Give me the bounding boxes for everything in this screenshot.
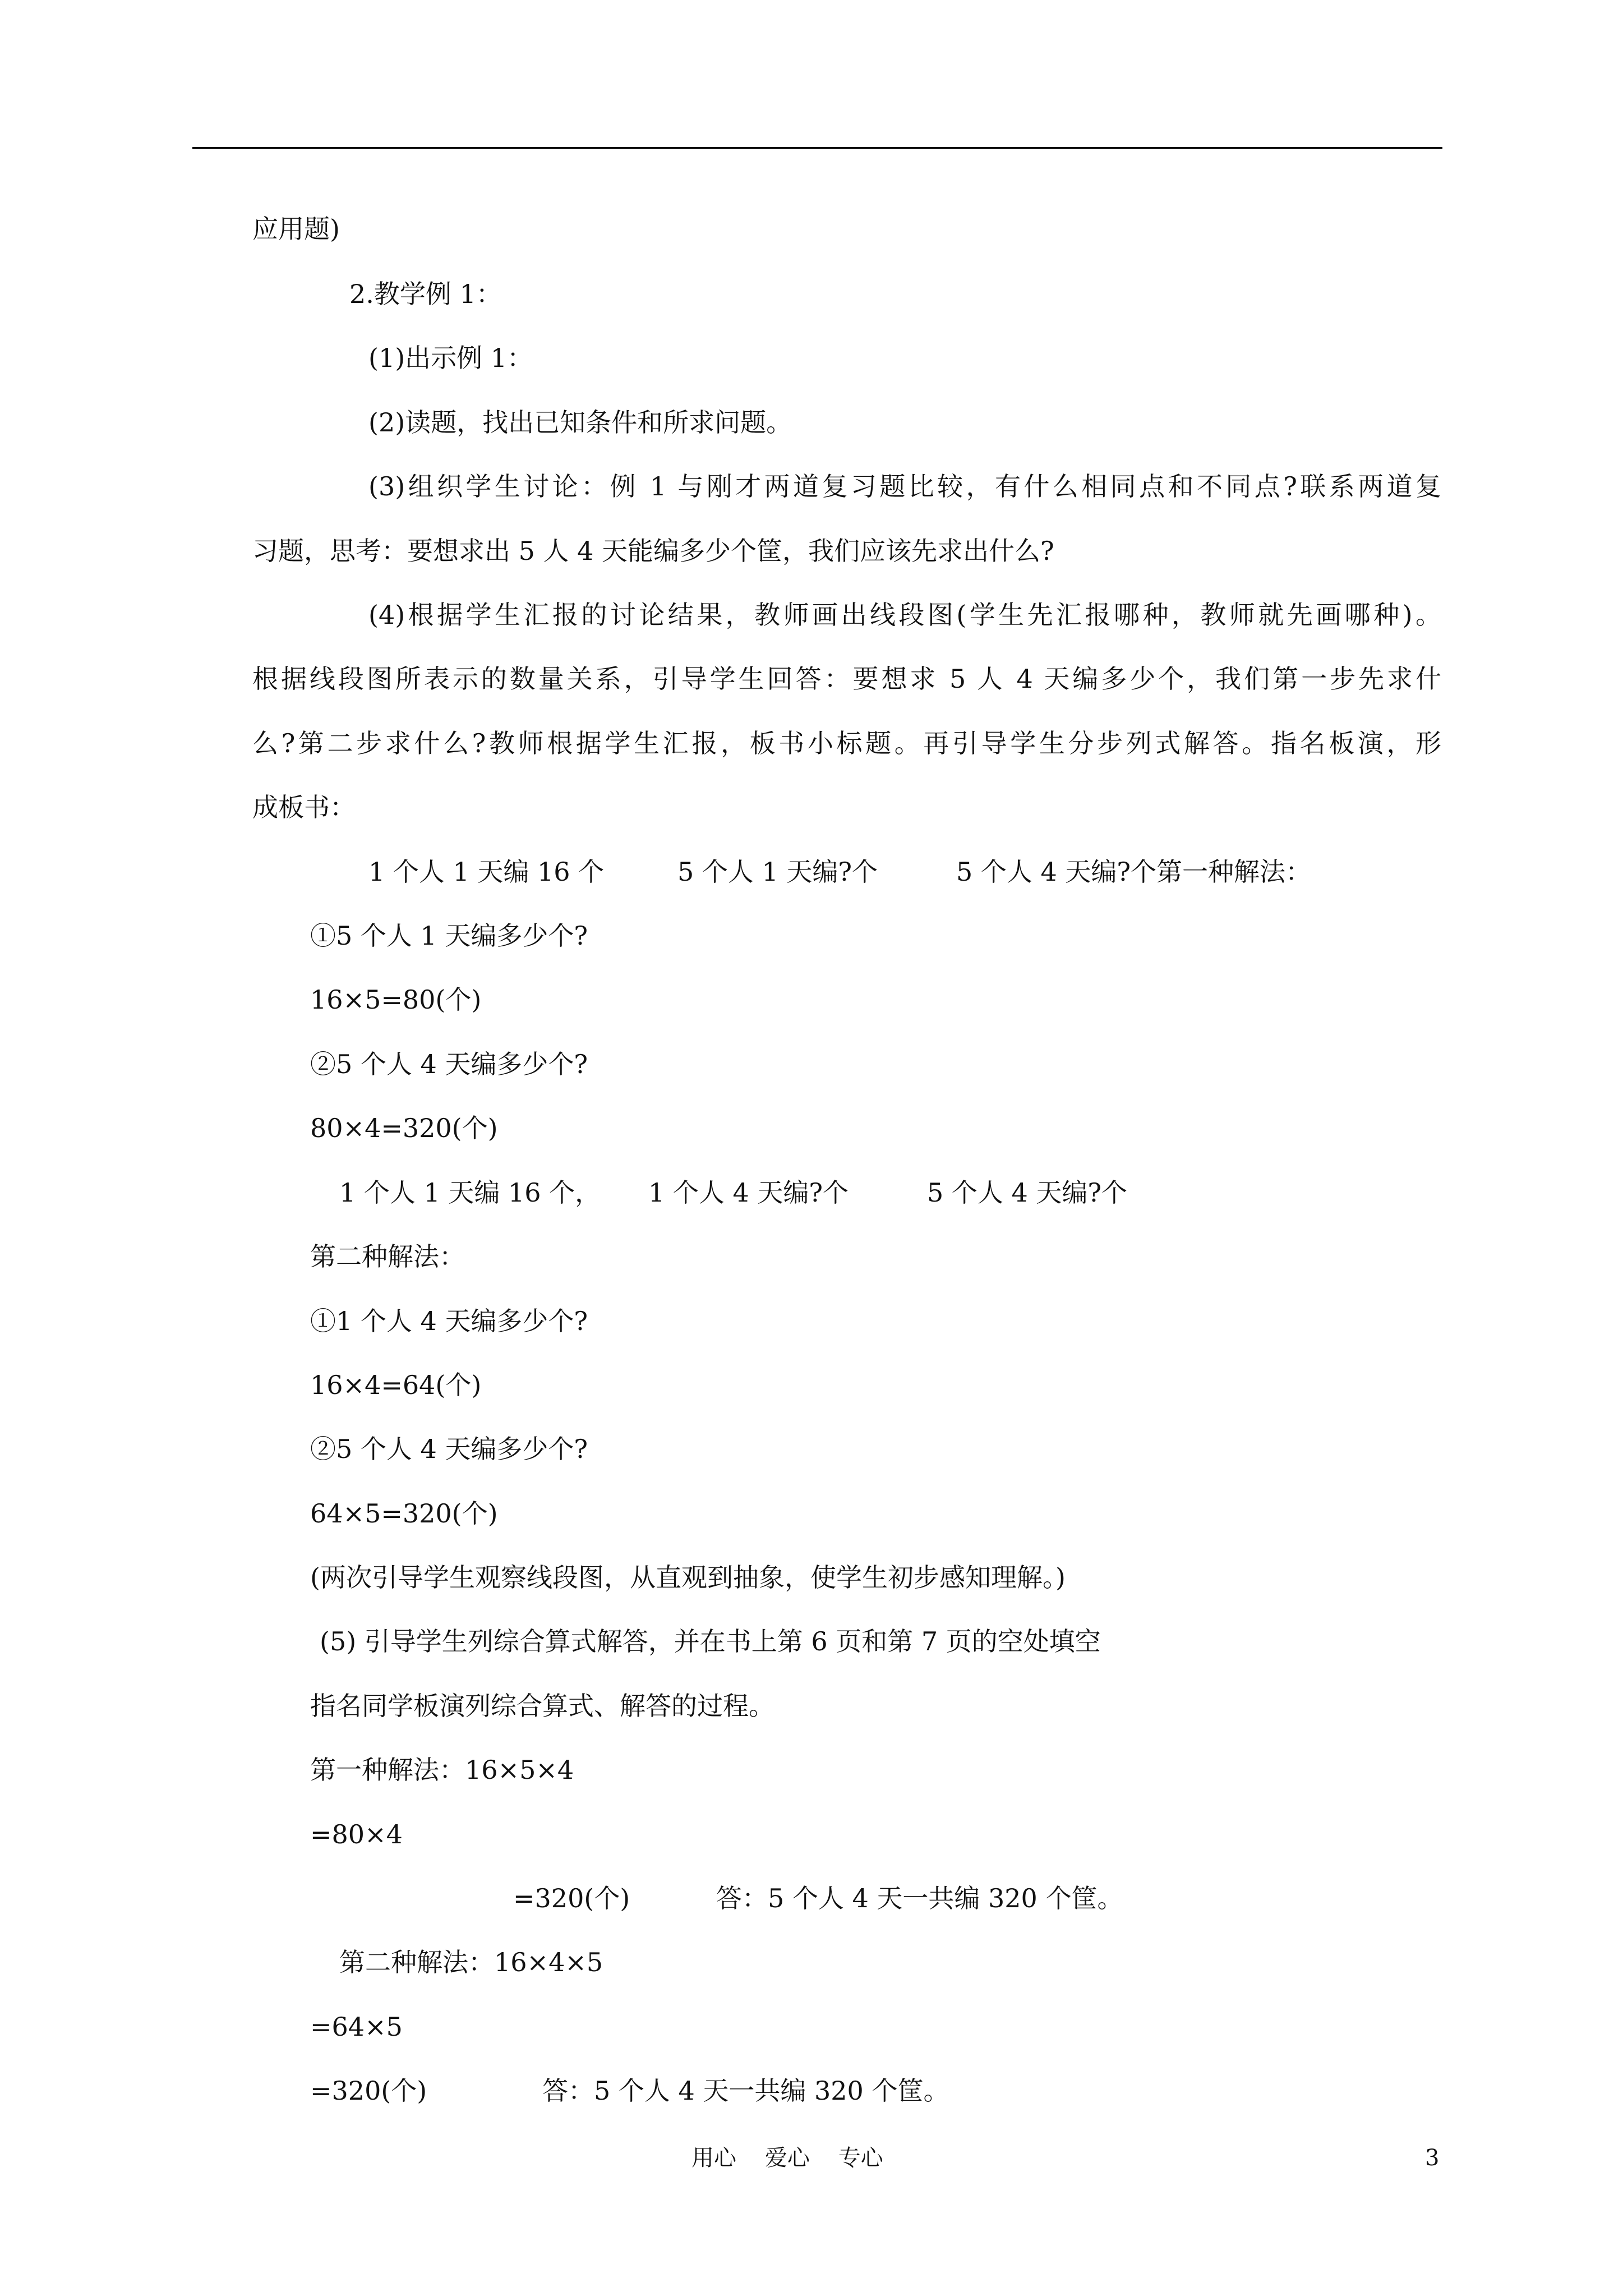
equation: 64×5=320(个)	[310, 1498, 498, 1529]
board-label-3: 5 个人 4 天编?个第一种解法：	[956, 857, 1312, 887]
step-question: ②5 个人 4 天编多少个?	[310, 1434, 588, 1464]
board-label-6: 5 个人 4 天编?个	[927, 1177, 1128, 1208]
equation: =80×4	[310, 1819, 403, 1849]
text-line-8: 根据线段图所表示的数量关系，引导学生回答：要想求 5 人 4 天编多少个，我们第一步先求什	[252, 664, 1441, 694]
footer-motto: 用心 爱心 专心	[691, 2145, 883, 2171]
text-line-7: (4)根据学生汇报的讨论结果，教师画出线段图(学生先汇报哪种，教师就先画哪种)。	[368, 600, 1441, 630]
board-label-5: 1 个人 4 天编?个	[648, 1177, 849, 1208]
method-heading: 第二种解法：16×4×5	[339, 1947, 603, 1977]
equation: 16×5=80(个)	[310, 984, 482, 1015]
equation: =64×5	[310, 2012, 403, 2042]
text-line-10: 成板书：	[252, 792, 356, 822]
text-line-5: (3)组织学生讨论：例 1 与刚才两道复习题比较，有什么相同点和不同点?联系两道复	[368, 471, 1441, 501]
method-heading: 第二种解法：	[310, 1241, 465, 1272]
equation: 80×4=320(个)	[310, 1113, 498, 1143]
board-label-2: 5 个人 1 天编?个	[677, 857, 878, 887]
equation: 16×4=64(个)	[310, 1370, 482, 1400]
page-number: 3	[1425, 2145, 1440, 2171]
text-line-4: (2)读题，找出已知条件和所求问题。	[368, 407, 792, 438]
step-question: ②5 个人 4 天编多少个?	[310, 1049, 588, 1079]
equation: =320(个)	[310, 2076, 427, 2106]
board-label-1: 1 个人 1 天编 16 个	[368, 857, 605, 887]
board-label-4: 1 个人 1 天编 16 个，	[339, 1177, 601, 1208]
step-question: ①5 个人 1 天编多少个?	[310, 921, 588, 951]
text-line-3: (1)出示例 1：	[368, 343, 533, 373]
step-question: ①1 个人 4 天编多少个?	[310, 1306, 588, 1336]
text-line-6: 习题，思考：要想求出 5 人 4 天能编多少个筐，我们应该先求出什么?	[252, 536, 1054, 566]
text-line-2: 2.教学例 1：	[349, 279, 502, 309]
text-line-23: (5) 引导学生列综合算式解答，并在书上第 6 页和第 7 页的空处填空	[320, 1626, 1101, 1657]
text-line-9: 么?第二步求什么?教师根据学生汇报，板书小标题。再引导学生分步列式解答。指名板演，形	[252, 728, 1441, 758]
method-heading: 第一种解法：16×5×4	[310, 1755, 574, 1785]
teaching-note: (两次引导学生观察线段图，从直观到抽象，使学生初步感知理解。)	[310, 1562, 1066, 1593]
text-line-24: 指名同学板演列综合算式、解答的过程。	[310, 1691, 774, 1721]
equation: =320(个)	[513, 1883, 630, 1913]
answer-line: 答：5 个人 4 天一共编 320 个筐。	[716, 1883, 1123, 1913]
header-rule	[192, 147, 1442, 149]
answer-line: 答：5 个人 4 天一共编 320 个筐。	[542, 2076, 949, 2106]
text-line-1: 应用题)	[252, 214, 340, 244]
